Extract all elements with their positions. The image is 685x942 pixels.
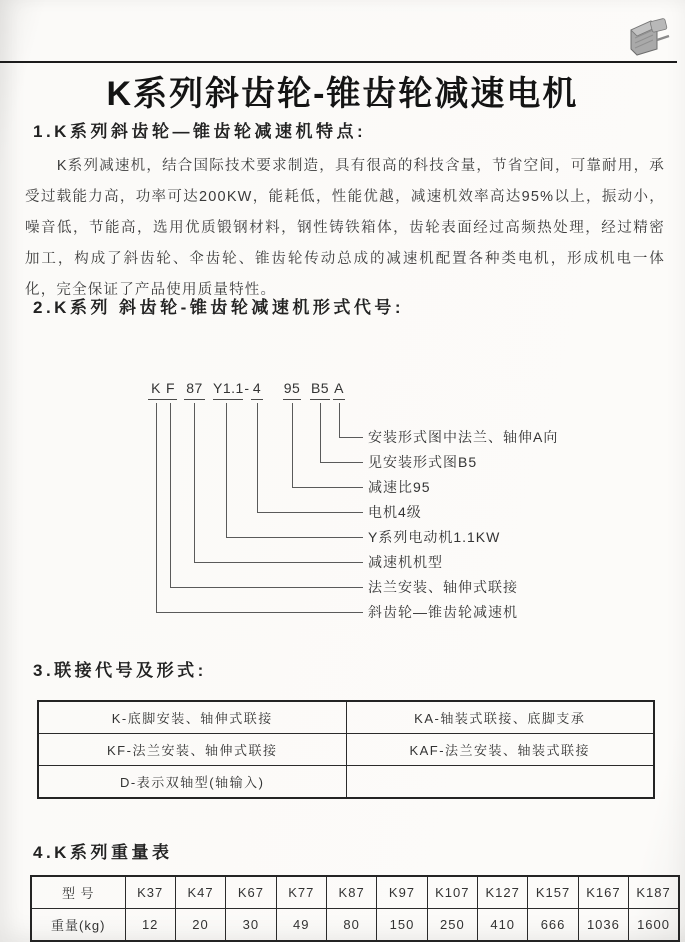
diagram-label-y-motor-11kw: Y系列电动机1.1KW — [368, 529, 501, 545]
conn-cell-K: K-底脚安装、轴伸式联接 — [38, 701, 346, 734]
code-K: K — [148, 380, 164, 400]
conn-cell-D: D-表示双轴型(轴输入) — [38, 766, 346, 799]
conn-cell-KA: KA-轴装式联接、底脚支承 — [346, 701, 654, 734]
conn-cell-KF: KF-法兰安装、轴伸式联接 — [38, 734, 346, 766]
weight-header-k157: K157 — [528, 876, 578, 909]
table-row — [38, 766, 654, 799]
diagram-label-ratio-95: 减速比95 — [368, 479, 431, 495]
weight-value-k157: 666 — [528, 909, 578, 942]
header-rule — [0, 61, 677, 63]
section2-heading: 2.K系列 斜齿轮-锥齿轮减速机形式代号: — [33, 298, 404, 317]
features-paragraph: K系列减速机，结合国际技术要求制造，具有很高的科技含量，节省空间，可靠耐用，承受过载能力高，功率可达200KW，能耗低，性能优越，减速机效率高达95%以上，振动小，噪音低，节能高，选用优质锻钢材料，钢性铸铁箱体，齿轮表面经过高频热处理，经过精密加工，构成了斜齿轮、伞齿轮、锥齿轮传动总成的减速机配置各种类电机，形成机电一体化，完全保证了产品使用质量特性。 — [25, 158, 665, 298]
weight-value-k37: 12 — [125, 909, 175, 942]
weight-value-k67: 30 — [226, 909, 276, 942]
weight-value-k187: 1600 — [629, 909, 679, 942]
weight-header-model: 型 号 — [31, 876, 125, 909]
weight-value-k167: 1036 — [578, 909, 628, 942]
weight-value-k47: 20 — [175, 909, 225, 942]
code-4: 4 — [251, 380, 263, 400]
weight-header-k167: K167 — [578, 876, 628, 909]
weight-header-k87: K87 — [326, 876, 376, 909]
table-row-values — [31, 909, 679, 942]
gearmotor-photo-icon — [621, 14, 673, 60]
code-hyphen: - — [244, 380, 250, 396]
conn-cell-KAF: KAF-法兰安装、轴装式联接 — [346, 734, 654, 766]
connector-line-K — [156, 403, 363, 613]
weight-value-k77: 49 — [276, 909, 326, 942]
weight-header-k47: K47 — [175, 876, 225, 909]
weight-header-k67: K67 — [226, 876, 276, 909]
connection-codes-table — [37, 700, 655, 799]
diagram-label-helical-bevel: 斜齿轮—锥齿轮减速机 — [368, 604, 518, 620]
weight-header-k187: K187 — [629, 876, 679, 909]
weight-header-k107: K107 — [427, 876, 477, 909]
code-F: F — [164, 380, 177, 400]
code-A: A — [333, 380, 345, 400]
weight-label: 重量(kg) — [31, 909, 125, 942]
weight-value-k87: 80 — [326, 909, 376, 942]
table-row — [38, 734, 654, 766]
conn-cell-empty — [346, 766, 654, 799]
weight-value-k127: 410 — [478, 909, 528, 942]
section1-heading: 1.K系列斜齿轮—锥齿轮减速机特点: — [33, 122, 367, 141]
page-title: K系列斜齿轮-锥齿轮减速电机 — [106, 75, 579, 113]
weight-header-k37: K37 — [125, 876, 175, 909]
weight-header-k97: K97 — [377, 876, 427, 909]
diagram-label-motor-4pole: 电机4级 — [368, 504, 422, 520]
code-87: 87 — [184, 380, 205, 400]
diagram-label-mount-B5: 见安装形式图B5 — [368, 454, 478, 470]
weight-value-k107: 250 — [427, 909, 477, 942]
diagram-label-flange-shaft: 法兰安装、轴伸式联接 — [368, 579, 518, 595]
table-row — [38, 701, 654, 734]
code-95: 95 — [283, 380, 301, 400]
weight-header-k127: K127 — [478, 876, 528, 909]
diagram-label-mount-flange-A: 安装形式图中法兰、轴伸A向 — [368, 429, 559, 445]
weight-value-k97: 150 — [377, 909, 427, 942]
section4-heading: 4.K系列重量表 — [33, 843, 173, 862]
weight-header-k77: K77 — [276, 876, 326, 909]
code-B5: B5 — [310, 380, 330, 400]
weight-table — [30, 875, 680, 942]
diagram-label-reducer-model: 减速机机型 — [368, 554, 443, 570]
table-row-header — [31, 876, 679, 909]
section3-heading: 3.联接代号及形式: — [33, 661, 207, 680]
code-Y1-1: Y1.1 — [213, 380, 243, 400]
